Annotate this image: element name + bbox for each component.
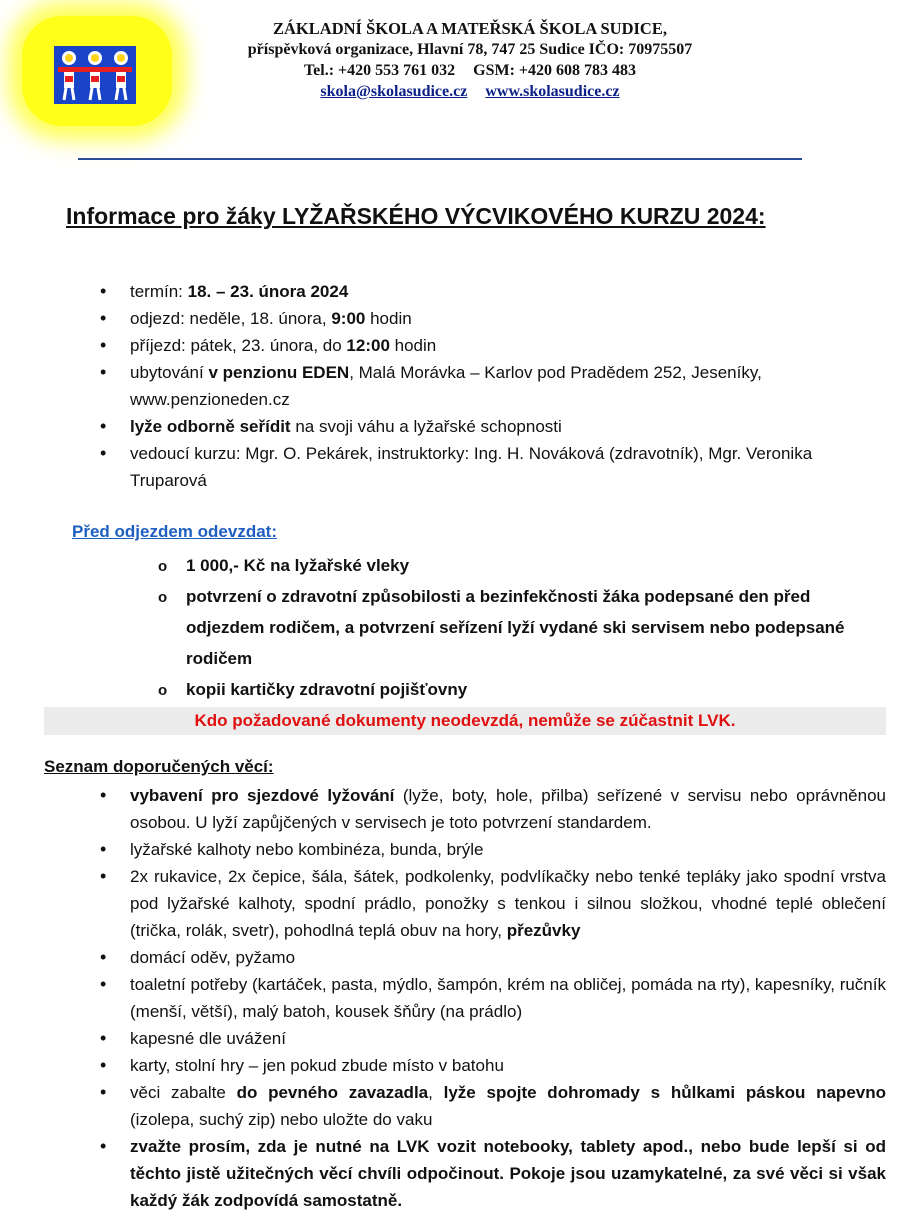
header-divider bbox=[78, 158, 802, 160]
list-item-leaders: • vedoucí kurzu: Mgr. O. Pekárek, instruktorky: Ing. H. Nováková (zdravotník), Mgr. Veronika Truparová bbox=[96, 440, 886, 494]
list-item-document: o 1 000,- Kč na lyžařské vleky bbox=[158, 550, 886, 581]
list-item-document: o potvrzení o zdravotní způsobilosti a bezinfekčnosti žáka podepsané den před odjezdem rodičem, a potvrzení seřízení lyží vydané ski servisem nebo podepsané rodičem bbox=[158, 581, 886, 674]
list-item-equipment: • vybavení pro sjezdové lyžování (lyže, boty, hole, přilba) seřízené v servisu nebo oprávněnou osobou. U lyží zapůjčených v servisech je toto potvrzení standardem. bbox=[96, 782, 886, 836]
list-item-layers: • 2x rukavice, 2x čepice, šála, šátek, podkolenky, podvlíkačky nebo tenké tepláky jako spodní vrstva pod lyžařské kalhoty, spodní prádlo, ponožky s tenkou i silnou složkou, vhodné teplé oblečení (trička, rolák, svetr), pohodlná teplá obuv na hory, přezůvky bbox=[96, 863, 886, 944]
website-link[interactable]: www.skolasudice.cz bbox=[485, 83, 620, 100]
list-item-toiletries: • toaletní potřeby (kartáček, pasta, mýdlo, šampón, krém na obličej, pomáda na rty), kapesníky, ručník (menší, větší), malý batoh, kousek šňůry (na prádlo) bbox=[96, 971, 886, 1025]
recommended-items-list bbox=[96, 782, 886, 1214]
gsm-number: GSM: +420 608 783 483 bbox=[473, 62, 637, 79]
school-children-logo-icon bbox=[54, 46, 136, 104]
letterhead bbox=[150, 18, 790, 102]
list-item-games: • karty, stolní hry – jen pokud zbude místo v batohu bbox=[96, 1052, 886, 1079]
documents-list bbox=[158, 550, 886, 705]
list-item-home-wear: • domácí oděv, pyžamo bbox=[96, 944, 886, 971]
list-item-departure: • odjezd: neděle, 18. února, 9:00 hodin bbox=[96, 305, 886, 332]
contact-links bbox=[150, 81, 790, 102]
list-item-pocket-money: • kapesné dle uvážení bbox=[96, 1025, 886, 1052]
list-item-skis: • lyže odborně seřídit na svoji váhu a lyžařské schopnosti bbox=[96, 413, 886, 440]
course-info-list bbox=[96, 278, 886, 494]
list-item-lodging: • ubytování v penzionu EDEN, Malá Morávka – Karlov pod Pradědem 252, Jeseníky, www.penzioneden.cz bbox=[96, 359, 886, 413]
page-title: Informace pro žáky LYŽAŘSKÉHO VÝCVIKOVÉHO KURZU 2024: bbox=[66, 203, 766, 229]
list-item-document: o kopii kartičky zdravotní pojišťovny bbox=[158, 674, 886, 705]
before-departure-heading: Před odjezdem odevzdat: bbox=[72, 522, 277, 541]
recommended-items-heading: Seznam doporučených věcí: bbox=[44, 757, 274, 776]
list-item-electronics: • zvažte prosím, zda je nutné na LVK vozit notebooky, tablety apod., nebo bude lepší si od těchto jistě užitečných věcí chvíli odpočinout. Pokoje jsou uzamykatelné, za své věci si však každý žák zodpovídá samostatně. bbox=[96, 1133, 886, 1214]
list-item-clothing: • lyžařské kalhoty nebo kombinéza, bunda, brýle bbox=[96, 836, 886, 863]
school-address: příspěvková organizace, Hlavní 78, 747 25 Sudice IČO: 70975507 bbox=[247, 41, 693, 58]
list-item-arrival: • příjezd: pátek, 23. února, do 12:00 hodin bbox=[96, 332, 886, 359]
list-item-term: • termín: 18. – 23. února 2024 bbox=[96, 278, 886, 305]
email-link[interactable]: skola@skolasudice.cz bbox=[320, 83, 468, 100]
phone-number: Tel.: +420 553 761 032 bbox=[303, 62, 456, 79]
list-item-packing: • věci zabalte do pevného zavazadla, lyže spojte dohromady s hůlkami páskou napevno (izolepa, suchý zip) nebo uložte do vaku bbox=[96, 1079, 886, 1133]
documents-warning: Kdo požadované dokumenty neodevzdá, nemůže se zúčastnit LVK. bbox=[44, 707, 886, 735]
school-name: ZÁKLADNÍ ŠKOLA A MATEŘSKÁ ŠKOLA SUDICE, bbox=[273, 19, 667, 38]
contact-phones bbox=[150, 60, 790, 81]
